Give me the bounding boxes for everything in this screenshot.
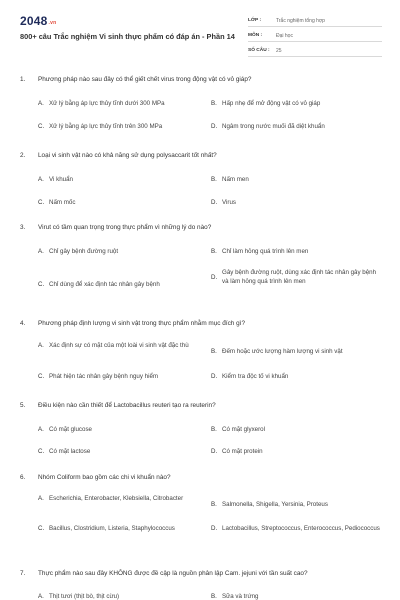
meta-key: LỚP : [248,18,262,23]
option-text: Phát hiện tác nhân gây bệnh nguy hiểm [49,373,159,380]
option-c[interactable] [38,280,203,289]
option-d[interactable] [211,447,383,456]
question-text [20,474,382,482]
option-text: Chỉ gây bệnh đường ruột [49,248,119,255]
option-d[interactable] [211,372,383,381]
option-d[interactable] [211,268,383,286]
option-text: Xác định sự có mặt của một loài vi sinh vật đặc thù [49,342,189,349]
question-body: Thực phẩm nào sau đây KHÔNG được đề cập là nguồn phân lập Cam. jejuni với tần suất cao? [38,570,308,577]
option-letter: B. [211,100,217,107]
question-body: Phương pháp nào sau đây có thể giết chết virus trong động vật có vỏ giáp? [38,76,252,83]
document-header [20,14,382,60]
question-body: Phương pháp định lượng vi sinh vật trong thực phẩm nhằm mục đích gì? [38,320,246,327]
option-text: Nấm mốc [49,199,76,206]
option-text: Kiểm tra độc tố vi khuẩn [222,373,289,380]
option-letter: A. [38,426,44,433]
option-text: Chỉ làm hỏng quá trình lên men [222,248,309,255]
option-a[interactable] [38,247,203,256]
option-text: Bacillus, Clostridium, Listeria, Staphylococcus [49,525,175,532]
option-letter: D. [211,273,218,281]
option-letter: A. [38,176,44,183]
logo-main: 2048 [20,14,48,28]
option-b[interactable] [211,99,383,108]
option-text: Có mặt protein [222,448,263,455]
question-text [20,152,382,160]
option-d[interactable] [211,524,383,533]
meta-value: Trắc nghiệm tổng hợp [276,17,325,24]
option-text: Nấm men [222,176,249,183]
question-number: 1. [20,76,26,83]
option-letter: B. [211,593,217,600]
option-letter: C. [38,281,45,288]
question-text [20,76,382,84]
option-a[interactable] [38,425,203,434]
option-letter: A. [38,593,44,600]
question-text [20,224,382,232]
question-body: Virut có tầm quan trọng trong thực phẩm vì những lý do nào? [38,224,212,231]
option-letter: D. [211,525,218,532]
option-text: Ngâm trong nước muối đã diệt khuẩn [222,123,325,130]
question-text [20,320,382,328]
meta-value: 25 [276,47,282,54]
question-body: Điều kiện nào cần thiết để Lactobacillus reuteri tạo ra reuterin? [38,402,216,409]
meta-row-class [248,15,382,27]
question-body: Loại vi sinh vật nào có khả năng sử dụng polysaccarit tốt nhất? [38,152,217,159]
option-letter: B. [211,426,217,433]
option-text: Gây bệnh đường ruột, dùng xác định tác nhân gây bệnh và làm hỏng quá trình lên men [222,269,377,285]
option-a[interactable] [38,592,203,600]
option-text: Escherichia, Enterobacter, Klebsiella, Citrobacter [49,495,184,502]
meta-panel [248,15,382,60]
question-number: 3. [20,224,26,231]
document-title: 800+ câu Trắc nghiệm Vi sinh thực phẩm có đáp án - Phần 14 [20,32,235,41]
option-text: Xử lý bằng áp lực thủy tĩnh dưới 300 MPa [49,100,165,107]
site-logo[interactable] [20,14,56,28]
question-body: Nhóm Coliform bao gồm các chi vi khuẩn nào? [38,474,171,481]
question-text [20,402,382,410]
option-text: Salmonella, Shigella, Yersinia, Proteus [222,501,328,508]
option-c[interactable] [38,198,203,207]
option-text: Có mặt lactose [49,448,91,455]
option-a[interactable] [38,175,203,184]
option-c[interactable] [38,372,203,381]
meta-row-subject [248,30,382,42]
option-c[interactable] [38,447,203,456]
option-letter: C. [38,448,45,455]
option-text: Chỉ dùng để xác định tác nhân gây bệnh [49,281,160,288]
meta-key: SỐ CÂU : [248,48,270,53]
option-d[interactable] [211,122,383,131]
question-number: 7. [20,570,26,577]
option-letter: C. [38,199,45,206]
option-text: Có mặt glyxerol [222,426,265,433]
option-b[interactable] [211,425,383,434]
option-text: Virus [222,199,236,206]
meta-row-count [248,45,382,57]
option-a[interactable] [38,494,203,503]
question-number: 5. [20,402,26,409]
option-letter: D. [211,373,218,380]
option-b[interactable] [211,247,383,256]
option-c[interactable] [38,122,203,131]
option-text: Đếm hoặc ước lượng hàm lượng vi sinh vật [222,348,343,355]
option-b[interactable] [211,592,383,600]
option-b[interactable] [211,347,383,356]
option-letter: A. [38,248,44,255]
option-c[interactable] [38,524,203,533]
option-a[interactable] [38,99,203,108]
option-text: Lactobacillus, Streptococcus, Enterococcus, Pediococcus [222,525,380,532]
option-letter: B. [211,501,217,508]
option-letter: D. [211,123,218,130]
option-letter: A. [38,342,44,349]
question-number: 2. [20,152,26,159]
question-number: 6. [20,474,26,481]
option-text: Thịt tươi (thịt bò, thịt cừu) [49,593,120,600]
option-d[interactable] [211,198,383,207]
option-a[interactable] [38,341,203,350]
question-text [20,570,382,578]
option-letter: B. [211,348,217,355]
option-text: Có mặt glucose [49,426,92,433]
option-letter: B. [211,176,217,183]
option-letter: B. [211,248,217,255]
option-letter: C. [38,373,45,380]
logo-sub: .vn [48,20,57,26]
option-letter: A. [38,495,44,502]
meta-value: Đại học [276,32,293,39]
option-text: Vi khuẩn [49,176,73,183]
question-number: 4. [20,320,26,327]
option-letter: D. [211,448,218,455]
option-letter: D. [211,199,218,206]
option-text: Hấp nhẹ để mở động vật có vỏ giáp [222,100,321,107]
option-b[interactable] [211,500,383,509]
meta-key: MÔN : [248,33,263,38]
option-letter: C. [38,123,45,130]
option-letter: C. [38,525,45,532]
option-text: Sữa và trứng [222,593,259,600]
option-letter: A. [38,100,44,107]
option-b[interactable] [211,175,383,184]
option-text: Xử lý bằng áp lực thủy tĩnh trên 300 MPa [49,123,163,130]
